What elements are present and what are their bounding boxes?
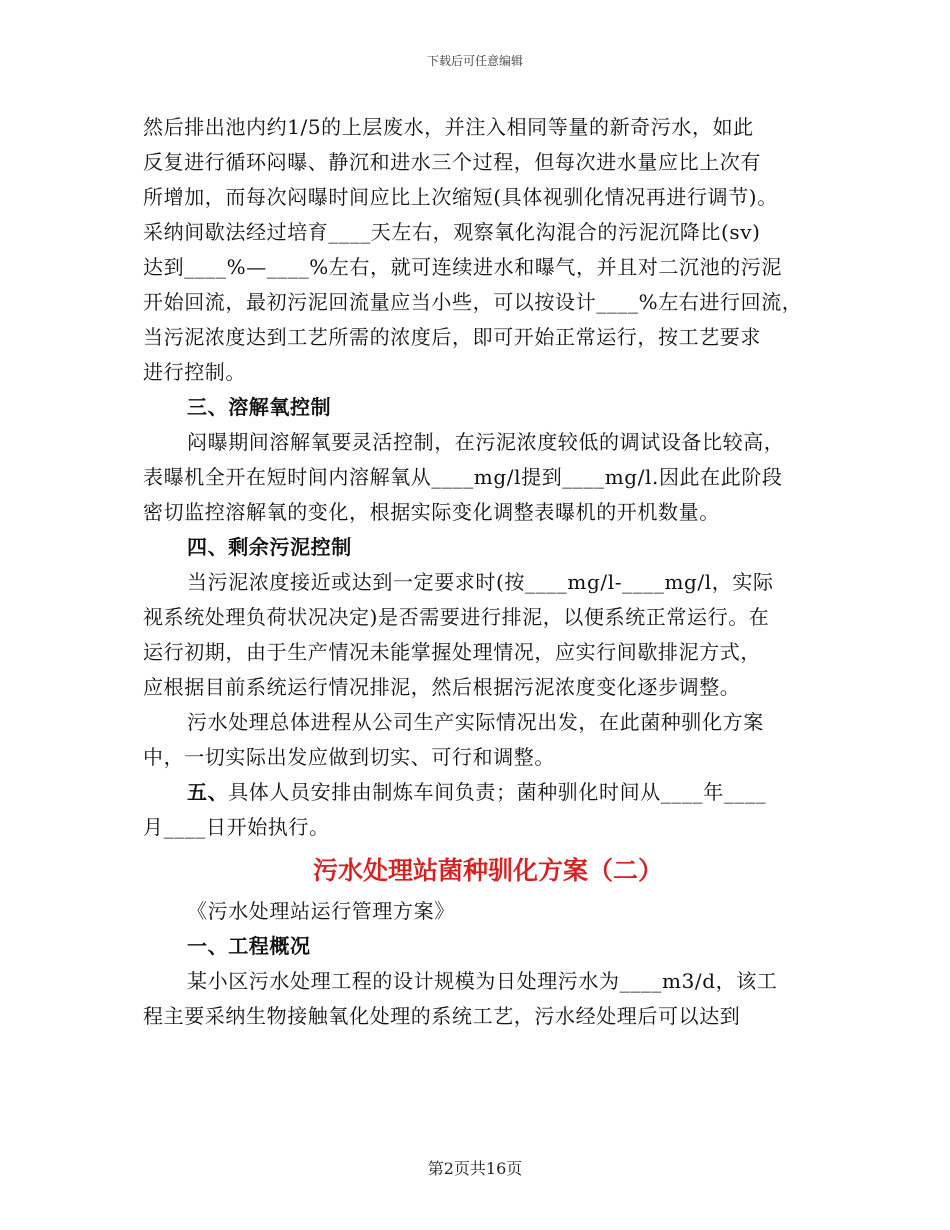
- paragraph-line: 表曝机全开在短时间内溶解氧从____mg/l提到____mg/l.因此在此阶段: [143, 465, 783, 489]
- section-heading-dissolved-oxygen: 三、溶解氧控制: [187, 395, 332, 419]
- document-body: [143, 110, 833, 1034]
- section-heading-project-overview: 一、工程概况: [187, 934, 311, 958]
- page-header-note: 下载后可任意编辑: [426, 54, 523, 68]
- document-title: 污水处理站菌种驯化方案（二）: [312, 856, 663, 885]
- paragraph-line: 应根据目前系统运行情况排泥，然后根据污泥浓度变化逐步调整。: [143, 675, 741, 699]
- paragraph-line: 视系统处理负荷状况决定)是否需要进行排泥，以便系统正常运行。在: [143, 605, 770, 629]
- paragraph-line: 采纳间歇法经过培育____天左右，观察氧化沟混合的污泥沉降比(sv): [143, 220, 761, 244]
- section-heading-excess-sludge: 四、剩余污泥控制: [187, 535, 352, 559]
- book-title-line: 《污水处理站运行管理方案》: [187, 899, 455, 923]
- paragraph-line: 当污泥浓度达到工艺所需的浓度后，即可开始正常运行，按工艺要求: [143, 325, 761, 349]
- section-five-number: 五、: [187, 780, 229, 804]
- page-number: 第2页共16页: [427, 1159, 523, 1178]
- paragraph-line: 运行初期，由于生产情况未能掌握处理情况，应实行间歇排泥方式，: [143, 640, 761, 664]
- paragraph-line: 闷曝期间溶解氧要灵活控制，在污泥浓度较低的调试设备比较高，: [187, 430, 785, 454]
- paragraph-line: 中，一切实际出发应做到切实、可行和调整。: [143, 745, 555, 769]
- paragraph-line: 然后排出池内约1/5的上层废水，并注入相同等量的新奇污水，如此: [143, 115, 754, 139]
- paragraph-line: 反复进行循环闷曝、静沉和进水三个过程，但每次进水量应比上次有: [143, 150, 761, 174]
- paragraph-line: 某小区污水处理工程的设计规模为日处理污水为____m3/d，该工: [187, 969, 778, 993]
- paragraph-line: 污水处理总体进程从公司生产实际情况出发，在此菌种驯化方案: [187, 710, 764, 734]
- paragraph-line: 当污泥浓度接近或达到一定要求时(按____mg/l-____mg/l，实际: [187, 570, 774, 594]
- paragraph-line: 月____日开始执行。: [143, 815, 330, 839]
- paragraph-line: 达到____%—____%左右，就可连续进水和曝气，并且对二沉池的污泥: [143, 255, 783, 279]
- paragraph-line: 开始回流，最初污泥回流量应当小些，可以按设计____%左右进行回流，: [143, 290, 803, 314]
- paragraph-line: 进行控制。: [143, 360, 246, 384]
- paragraph-line: 密切监控溶解氧的变化，根据实际变化调整表曝机的开机数量。: [143, 500, 720, 524]
- paragraph-line: 程主要采纳生物接触氧化处理的系统工艺，污水经处理后可以达到: [143, 1004, 741, 1028]
- paragraph-line: 所增加，而每次闷曝时间应比上次缩短(具体视驯化情况再进行调节)。: [143, 185, 778, 209]
- paragraph-line-section-five: 五、具体人员安排由制炼车间负责；菌种驯化时间从____年____: [187, 780, 767, 804]
